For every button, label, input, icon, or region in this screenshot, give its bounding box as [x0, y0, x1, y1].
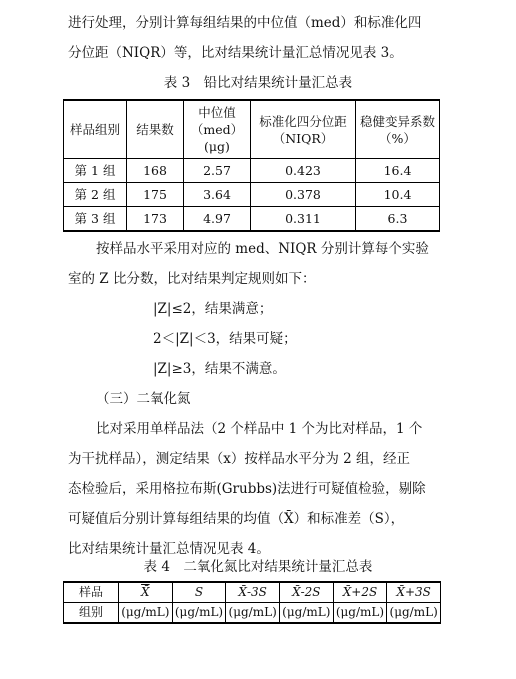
rule-line: |Z|≥3，结果不满意。	[153, 361, 286, 377]
table-header-cell: X̄-3S	[226, 582, 280, 603]
table-header-cell: (μg/mL)	[333, 603, 387, 624]
table-cell: 16.4	[356, 159, 440, 183]
table-header-cell: 样品组别	[64, 100, 127, 159]
table-header-cell: (μg/mL)	[226, 603, 280, 624]
table-cell: 173	[127, 207, 184, 232]
table-3	[63, 99, 440, 232]
paragraph-line: 进行处理，分别计算每组结果的中位值（med）和标准化四	[68, 15, 422, 31]
table-cell: 0.378	[251, 183, 356, 207]
table-3-caption: 表 3 铅比对结果统计量汇总表	[163, 75, 353, 91]
section-heading: （三）二氧化氮	[96, 391, 191, 407]
table-header-cell: X̄+3S	[387, 582, 441, 603]
table-cell: 第 1 组	[64, 159, 127, 183]
table-cell: 4.97	[184, 207, 251, 232]
table-header-cell: 标准化四分位距 （NIQR）	[251, 100, 356, 159]
table-header-cell: (μg/mL)	[387, 603, 441, 624]
paragraph-line: 比对结果统计量汇总情况见表 4。	[68, 541, 270, 557]
table-cell: 第 3 组	[64, 207, 127, 232]
table-header-cell: 样品	[64, 582, 119, 603]
table-cell: 168	[127, 159, 184, 183]
table-header-cell: (μg/mL)	[119, 603, 173, 624]
table-header-cell: 组别	[64, 603, 119, 624]
table-header-cell: (μg/mL)	[172, 603, 226, 624]
paragraph-line: 态检验后，采用格拉布斯(Grubbs)法进行可疑值检验，剔除	[68, 481, 426, 497]
rule-line: |Z|≤2，结果满意；	[153, 301, 273, 317]
table-row	[64, 207, 440, 232]
table-header-cell: (μg/mL)	[279, 603, 333, 624]
table-4	[63, 581, 441, 624]
table-row	[64, 183, 440, 207]
table-cell: 0.311	[251, 207, 356, 232]
paragraph-line: 按样品水平采用对应的 med、NIQR 分别计算每个实验	[96, 241, 429, 257]
table-header-row	[64, 582, 441, 603]
table-cell: 2.57	[184, 159, 251, 183]
table-header-cell: X̄-2S	[279, 582, 333, 603]
paragraph-line: 室的 Z 比分数，比对结果判定规则如下：	[68, 271, 316, 287]
paragraph-line: 为干扰样品），测定结果（x）按样品水平分为 2 组，经正	[68, 451, 411, 467]
table-cell: 175	[127, 183, 184, 207]
paragraph-line: 分位距（NIQR）等，比对结果统计量汇总情况见表 3。	[68, 45, 403, 61]
table-cell: 10.4	[356, 183, 440, 207]
table-4-caption: 表 4 二氧化氮比对结果统计量汇总表	[143, 559, 373, 575]
rule-line: 2＜|Z|＜3，结果可疑；	[153, 331, 297, 347]
paragraph-line: 比对采用单样品法（2 个样品中 1 个为比对样品，1 个	[96, 421, 423, 437]
table-cell: 6.3	[356, 207, 440, 232]
table-header-cell: X̄+2S	[333, 582, 387, 603]
table-header-cell: 中位值 （med） (μg)	[184, 100, 251, 159]
table-header-cell: 稳健变异系数 （%）	[356, 100, 440, 159]
table-cell: 3.64	[184, 183, 251, 207]
table-header-row	[64, 603, 441, 624]
table-cell: 第 2 组	[64, 183, 127, 207]
table-header-cell: 结果数	[127, 100, 184, 159]
table-row	[64, 159, 440, 183]
table-header-cell: X̄	[119, 582, 173, 603]
table-header-cell: S	[172, 582, 226, 603]
table-cell: 0.423	[251, 159, 356, 183]
paragraph-line: 可疑值后分别计算每组结果的均值（X̄）和标准差（S），	[68, 511, 405, 527]
